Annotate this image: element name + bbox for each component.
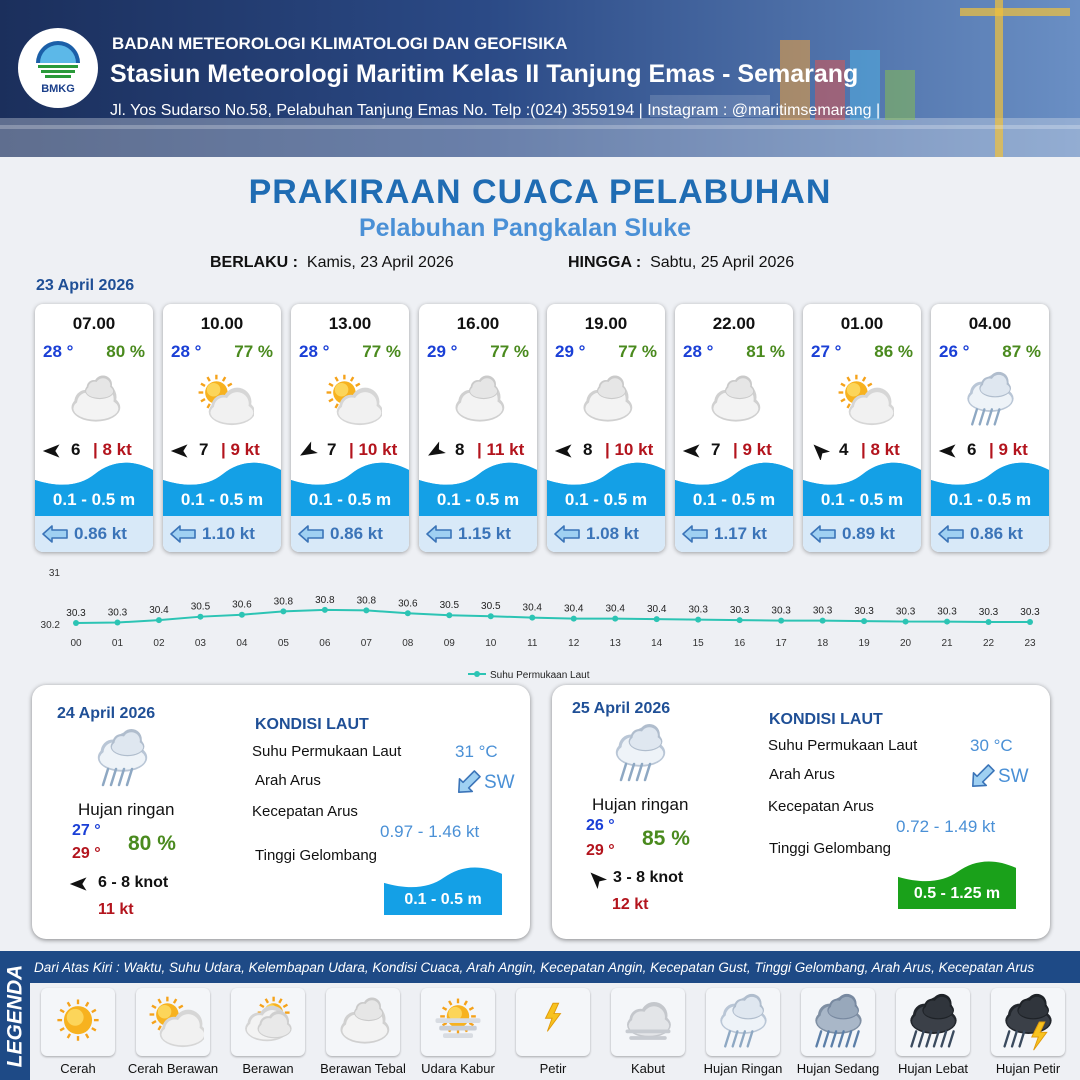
x-tick-label: 04 xyxy=(236,638,248,649)
data-point xyxy=(986,619,992,625)
wind-direction-icon xyxy=(169,441,191,459)
x-tick-label: 01 xyxy=(111,638,124,649)
panel-wind-speed: 6 - 8 knot xyxy=(98,874,169,891)
card-wave-height: 0.1 - 0.5 m xyxy=(820,490,904,509)
card-wind xyxy=(547,438,665,460)
data-point xyxy=(114,620,120,626)
daily-forecast-panel xyxy=(552,685,1050,939)
kabut-icon xyxy=(617,992,679,1052)
x-tick-label: 14 xyxy=(651,638,663,649)
card-gust: | 10 kt xyxy=(605,440,654,459)
card-current-speed: 0.86 kt xyxy=(74,524,127,543)
card-wave-height: 0.1 - 0.5 m xyxy=(180,490,264,509)
panel-temp-max: 29 ° xyxy=(586,842,615,859)
legend-item-label: Berawan xyxy=(242,1061,294,1076)
sst-value: 31 °C xyxy=(455,742,498,761)
card-wave-height: 0.1 - 0.5 m xyxy=(52,490,136,509)
current-direction-icon xyxy=(170,525,196,543)
card-wave-height: 0.1 - 0.5 m xyxy=(692,490,776,509)
hujan-sedang-icon xyxy=(807,992,869,1052)
legend-icon-box xyxy=(516,988,590,1056)
x-tick-label: 18 xyxy=(817,638,829,649)
card-time: 07.00 xyxy=(72,314,116,333)
petir-icon xyxy=(522,992,584,1052)
card-weather-icon xyxy=(190,370,254,430)
x-tick-label: 02 xyxy=(153,638,165,649)
data-label: 30.5 xyxy=(481,601,501,613)
bmkg-logo xyxy=(18,28,98,108)
data-label: 30.3 xyxy=(1020,607,1040,619)
data-point xyxy=(197,614,203,620)
data-label: 30.3 xyxy=(854,606,874,618)
legend-item xyxy=(226,988,310,1080)
legend-title: LEGENDA xyxy=(3,964,26,1067)
x-tick-label: 13 xyxy=(609,638,621,649)
cerah-berawan-icon xyxy=(142,992,204,1052)
legend-icon-box xyxy=(896,988,970,1056)
x-tick-label: 17 xyxy=(775,638,787,649)
forecast-card xyxy=(291,304,409,552)
card-humidity: 77 % xyxy=(362,342,401,361)
card-wind-speed: 7 xyxy=(711,440,721,459)
x-tick-label: 21 xyxy=(941,638,953,649)
legend-item xyxy=(986,988,1070,1080)
legend-item-label: Hujan Petir xyxy=(995,1061,1061,1076)
card-weather-icon xyxy=(702,370,766,430)
panel-humidity: 85 % xyxy=(642,827,690,850)
data-label: 30.3 xyxy=(937,606,957,618)
berawan-tebal-icon xyxy=(702,370,766,430)
x-tick-label: 12 xyxy=(568,638,580,649)
x-tick-label: 05 xyxy=(277,638,289,649)
panel-gust: 12 kt xyxy=(612,896,649,913)
data-label: 30.4 xyxy=(646,604,667,616)
card-temperature: 27 ° xyxy=(811,342,842,361)
card-time: 19.00 xyxy=(584,314,628,333)
current-speed-value: 0.72 - 1.49 kt xyxy=(896,817,996,836)
data-label: 30.4 xyxy=(605,603,625,615)
data-point xyxy=(695,617,701,623)
card-temperature: 26 ° xyxy=(939,342,970,361)
current-speed-value: 0.97 - 1.46 kt xyxy=(380,822,480,841)
x-tick-label: 19 xyxy=(858,638,870,649)
card-wind-speed: 8 xyxy=(455,440,465,459)
card-wind-speed: 7 xyxy=(199,440,209,459)
legend-icon-box xyxy=(326,988,400,1056)
legend-item-label: Hujan Sedang xyxy=(796,1061,880,1076)
daily-forecast-panel xyxy=(32,685,530,939)
card-gust: | 8 kt xyxy=(861,440,900,459)
legend-item-label: Kabut xyxy=(631,1061,665,1076)
wind-direction-icon xyxy=(553,441,575,459)
cerah-berawan-icon xyxy=(318,370,382,430)
data-point xyxy=(446,612,452,618)
card-current xyxy=(419,516,537,552)
panel-wave-graphic xyxy=(898,859,1016,909)
data-label: 30.4 xyxy=(564,603,584,615)
data-point xyxy=(1027,619,1033,625)
wind-direction-icon xyxy=(297,441,319,459)
x-tick-label: 03 xyxy=(194,638,206,649)
hujan-lebat-icon xyxy=(902,992,964,1052)
legend-swatch-marker xyxy=(474,671,480,677)
card-wave-height: 0.1 - 0.5 m xyxy=(564,490,648,509)
legend-item xyxy=(796,988,880,1080)
x-tick-label: 22 xyxy=(982,638,995,649)
legend-icon-box xyxy=(611,988,685,1056)
x-tick-label: 06 xyxy=(319,638,331,649)
sst-label: Suhu Permukaan Laut xyxy=(252,743,402,760)
x-tick-label: 00 xyxy=(70,638,82,649)
data-point xyxy=(861,618,867,624)
hujan-ringan-icon xyxy=(958,370,1022,430)
data-label: 30.3 xyxy=(688,604,708,616)
panel-weather-icon xyxy=(90,727,154,791)
panel-condition: Hujan ringan xyxy=(78,800,175,819)
data-label: 30.5 xyxy=(190,601,211,613)
x-tick-label: 15 xyxy=(692,638,704,649)
legend-icon-box xyxy=(706,988,780,1056)
current-direction-icon xyxy=(938,525,964,543)
sea-condition-title: KONDISI LAUT xyxy=(769,711,883,728)
header-banner xyxy=(0,0,1080,157)
agency-name: BADAN METEOROLOGI KLIMATOLOGI DAN GEOFISIKA xyxy=(112,34,568,53)
legend-item xyxy=(416,988,500,1080)
card-time: 13.00 xyxy=(328,314,372,333)
data-label: 30.3 xyxy=(66,608,86,620)
data-label: 30.3 xyxy=(771,605,791,617)
current-speed-label: Kecepatan Arus xyxy=(252,803,358,820)
legend-item xyxy=(701,988,785,1080)
wave-height-label: Tinggi Gelombang xyxy=(255,847,378,864)
panel-humidity: 80 % xyxy=(128,832,176,855)
card-temperature: 29 ° xyxy=(427,342,458,361)
card-wind xyxy=(675,438,793,460)
legend-item-label: Petir xyxy=(539,1061,567,1076)
data-point xyxy=(322,607,328,613)
data-label: 30.3 xyxy=(107,607,128,619)
legend-item-label: Berawan Tebal xyxy=(320,1061,406,1076)
card-current xyxy=(931,516,1049,552)
cerah-icon xyxy=(47,992,109,1052)
legend-item xyxy=(127,988,219,1080)
data-point xyxy=(778,618,784,624)
sst-value: 30 °C xyxy=(970,736,1013,755)
x-tick-label: 08 xyxy=(402,638,414,649)
card-temperature: 28 ° xyxy=(171,342,202,361)
card-wind-speed: 7 xyxy=(327,440,337,459)
current-direction-icon xyxy=(42,525,68,543)
valid-from-value: Kamis, 23 April 2026 xyxy=(306,254,454,271)
day1-date: 23 April 2026 xyxy=(36,277,135,294)
data-label: 30.4 xyxy=(522,602,542,614)
current-direction-icon xyxy=(298,525,324,543)
data-point xyxy=(571,616,577,622)
wind-direction-icon xyxy=(425,441,447,459)
valid-from-label: BERLAKU : xyxy=(210,254,298,271)
wave-height-label: Tinggi Gelombang xyxy=(769,840,892,857)
card-wind-speed: 6 xyxy=(71,440,81,459)
valid-from xyxy=(210,254,454,272)
card-wave-height: 0.1 - 0.5 m xyxy=(948,490,1032,509)
card-temperature: 28 ° xyxy=(43,342,74,361)
card-current-speed: 0.86 kt xyxy=(330,524,383,543)
card-temperature: 28 ° xyxy=(299,342,330,361)
current-direction-label: Arah Arus xyxy=(769,766,835,783)
card-wind-speed: 4 xyxy=(839,440,849,459)
panel-wind-speed: 3 - 8 knot xyxy=(613,869,684,886)
card-wave-height: 0.1 - 0.5 m xyxy=(308,490,392,509)
card-current xyxy=(547,516,665,552)
berawan-icon xyxy=(237,992,299,1052)
forecast-card xyxy=(675,304,793,552)
legend-icon-box xyxy=(136,988,210,1056)
legend-item-label: Udara Kabur xyxy=(421,1061,495,1076)
card-current xyxy=(35,516,153,552)
data-point xyxy=(944,619,950,625)
card-weather-icon xyxy=(574,370,638,430)
card-current xyxy=(291,516,409,552)
card-current-speed: 0.89 kt xyxy=(842,524,895,543)
card-weather-icon xyxy=(830,370,894,430)
data-point xyxy=(363,607,369,613)
forecast-card xyxy=(419,304,537,552)
x-tick-label: 16 xyxy=(734,638,746,649)
data-point xyxy=(820,618,826,624)
panel-temp-min: 26 ° xyxy=(586,817,615,834)
x-tick-label: 09 xyxy=(443,638,455,649)
card-current xyxy=(163,516,281,552)
data-point xyxy=(156,617,162,623)
current-direction-icon xyxy=(426,525,452,543)
panel-date: 25 April 2026 xyxy=(572,700,671,717)
wind-direction-icon xyxy=(586,869,608,894)
legend-icon-box xyxy=(41,988,115,1056)
card-time: 16.00 xyxy=(456,314,500,333)
card-current-speed: 1.15 kt xyxy=(458,524,511,543)
forecast-card xyxy=(547,304,665,552)
bmkg-emblem-icon xyxy=(32,41,84,81)
current-direction-icon xyxy=(454,770,482,796)
legend-icon-box xyxy=(421,988,495,1056)
data-label: 30.3 xyxy=(895,606,916,618)
station-address: Jl. Yos Sudarso No.58, Pelabuhan Tanjung Emas No. Telp :(024) 3559194 | Instagram : @maritimsemarang | xyxy=(110,102,881,119)
panel-condition: Hujan ringan xyxy=(592,795,689,814)
panel-wave-height: 0.1 - 0.5 m xyxy=(404,891,482,908)
x-tick-label: 10 xyxy=(485,638,497,649)
card-current-speed: 0.86 kt xyxy=(970,524,1023,543)
udara-kabur-icon xyxy=(427,992,489,1052)
berawan-tebal-icon xyxy=(446,370,510,430)
sst-label: Suhu Permukaan Laut xyxy=(768,737,918,754)
wind-direction-icon xyxy=(809,441,831,459)
card-gust: | 10 kt xyxy=(349,440,398,459)
card-humidity: 77 % xyxy=(618,342,657,361)
current-direction xyxy=(454,770,515,796)
wind-direction-icon xyxy=(68,874,90,899)
card-gust: | 8 kt xyxy=(93,440,132,459)
card-time: 10.00 xyxy=(200,314,244,333)
card-weather-icon xyxy=(62,370,126,430)
data-label: 30.4 xyxy=(149,605,169,617)
berawan-tebal-icon xyxy=(62,370,126,430)
card-current xyxy=(675,516,793,552)
panel-temp-min: 27 ° xyxy=(72,822,101,839)
legend-item-label: Hujan Lebat xyxy=(897,1061,969,1076)
legend-note: Dari Atas Kiri : Waktu, Suhu Udara, Kelembapan Udara, Kondisi Cuaca, Arah Angin, Kecepatan Angin, Kecepatan Gust, Tinggi Gelombang, Arah Arus, Kecepatan Arus xyxy=(34,960,1035,975)
legend-icon-box xyxy=(231,988,305,1056)
card-wind xyxy=(35,438,153,460)
data-label: 30.3 xyxy=(729,605,750,617)
data-point xyxy=(737,617,743,623)
card-wind-speed: 6 xyxy=(967,440,977,459)
card-humidity: 77 % xyxy=(234,342,273,361)
card-humidity: 86 % xyxy=(874,342,913,361)
card-wave-height: 0.1 - 0.5 m xyxy=(436,490,520,509)
card-temperature: 29 ° xyxy=(555,342,586,361)
wind-direction-icon xyxy=(41,441,63,459)
legend-label: Suhu Permukaan Laut xyxy=(490,670,590,681)
card-wind-speed: 8 xyxy=(583,440,593,459)
panel-gust: 11 kt xyxy=(98,901,134,918)
card-time: 04.00 xyxy=(968,314,1012,333)
legend-item xyxy=(891,988,975,1080)
cerah-berawan-icon xyxy=(830,370,894,430)
logo-text: BMKG xyxy=(41,83,75,95)
card-gust: | 9 kt xyxy=(989,440,1028,459)
data-point xyxy=(654,616,660,622)
valid-to-value: Sabtu, 25 April 2026 xyxy=(650,254,795,271)
card-weather-icon xyxy=(446,370,510,430)
card-gust: | 9 kt xyxy=(221,440,260,459)
legend-icon-box xyxy=(801,988,875,1056)
legend-item xyxy=(36,988,120,1080)
current-direction-icon xyxy=(810,525,836,543)
current-direction-icon xyxy=(968,764,996,790)
card-wind xyxy=(419,438,537,460)
berawan-tebal-icon xyxy=(574,370,638,430)
card-wind xyxy=(163,438,281,460)
data-point xyxy=(612,616,618,622)
data-label: 30.8 xyxy=(273,596,294,608)
y-tick-label: 31 xyxy=(48,568,60,579)
station-name: Stasiun Meteorologi Maritim Kelas II Tanjung Emas - Semarang xyxy=(110,60,859,88)
panel-wave-graphic xyxy=(384,865,502,915)
x-tick-label: 23 xyxy=(1024,638,1036,649)
current-direction-label: Arah Arus xyxy=(255,772,321,789)
data-point xyxy=(529,615,535,621)
data-label: 30.3 xyxy=(978,607,999,619)
legend-item xyxy=(606,988,690,1080)
panel-temp-max: 29 ° xyxy=(72,845,101,862)
page-title: PRAKIRAAN CUACA PELABUHAN xyxy=(248,173,832,211)
forecast-card xyxy=(163,304,281,552)
card-current-speed: 1.17 kt xyxy=(714,524,767,543)
card-humidity: 87 % xyxy=(1002,342,1041,361)
data-point xyxy=(488,613,494,619)
data-label: 30.6 xyxy=(232,599,252,611)
card-weather-icon xyxy=(318,370,382,430)
hujan-petir-icon xyxy=(997,992,1059,1052)
wind-direction-icon xyxy=(937,441,959,459)
x-tick-label: 11 xyxy=(527,638,538,649)
card-current xyxy=(803,516,921,552)
card-humidity: 81 % xyxy=(746,342,785,361)
panel-date: 24 April 2026 xyxy=(57,705,156,722)
card-time: 01.00 xyxy=(840,314,884,333)
legend-item xyxy=(511,988,595,1080)
legend-item-label: Hujan Ringan xyxy=(703,1061,783,1076)
panel-weather-icon xyxy=(608,722,672,786)
card-wind xyxy=(931,438,1049,460)
card-current-speed: 1.08 kt xyxy=(586,524,639,543)
forecast-card xyxy=(35,304,153,552)
hujan-ringan-icon xyxy=(712,992,774,1052)
card-wind xyxy=(803,438,921,460)
cerah-berawan-icon xyxy=(190,370,254,430)
data-point xyxy=(903,619,909,625)
card-temperature: 28 ° xyxy=(683,342,714,361)
card-gust: | 11 kt xyxy=(477,440,525,459)
current-direction-icon xyxy=(554,525,580,543)
forecast-card xyxy=(803,304,921,552)
valid-to-label: HINGGA : xyxy=(568,254,642,271)
current-speed-label: Kecepatan Arus xyxy=(768,798,874,815)
hujan-ringan-icon xyxy=(90,727,154,791)
data-label: 30.8 xyxy=(315,594,335,606)
forecast-card xyxy=(931,304,1049,552)
legend xyxy=(0,951,1080,1080)
data-point xyxy=(239,612,245,618)
current-direction-value: SW xyxy=(484,772,515,793)
hujan-ringan-icon xyxy=(608,722,672,786)
page-subtitle: Pelabuhan Pangkalan Sluke xyxy=(358,214,692,242)
legend-item-label: Cerah Berawan xyxy=(127,1061,219,1076)
legend-item-label: Cerah xyxy=(60,1061,96,1076)
data-point xyxy=(280,608,286,614)
data-label: 30.6 xyxy=(398,598,418,610)
data-label: 30.5 xyxy=(439,600,460,612)
sea-condition-title: KONDISI LAUT xyxy=(255,716,369,733)
current-direction-icon xyxy=(682,525,708,543)
y-tick-label: 30.2 xyxy=(40,620,60,631)
card-time: 22.00 xyxy=(712,314,756,333)
data-point xyxy=(73,620,79,626)
data-label: 30.3 xyxy=(812,605,833,617)
legend-icon-box xyxy=(991,988,1065,1056)
current-direction-value: SW xyxy=(998,766,1029,787)
berawan-tebal-icon xyxy=(332,992,394,1052)
card-weather-icon xyxy=(958,370,1022,430)
card-gust: | 9 kt xyxy=(733,440,772,459)
data-label: 30.8 xyxy=(356,595,377,607)
card-current-speed: 1.10 kt xyxy=(202,524,255,543)
panel-wave-height: 0.5 - 1.25 m xyxy=(913,885,1001,902)
card-humidity: 80 % xyxy=(106,342,145,361)
data-point xyxy=(405,610,411,616)
card-humidity: 77 % xyxy=(490,342,529,361)
legend-item xyxy=(321,988,405,1080)
wind-direction-icon xyxy=(681,441,703,459)
valid-to xyxy=(568,254,794,272)
x-tick-label: 07 xyxy=(360,638,372,649)
card-wind xyxy=(291,438,409,460)
x-tick-label: 20 xyxy=(900,638,912,649)
current-direction xyxy=(968,764,1029,790)
sea-temperature-chart xyxy=(30,562,1060,684)
